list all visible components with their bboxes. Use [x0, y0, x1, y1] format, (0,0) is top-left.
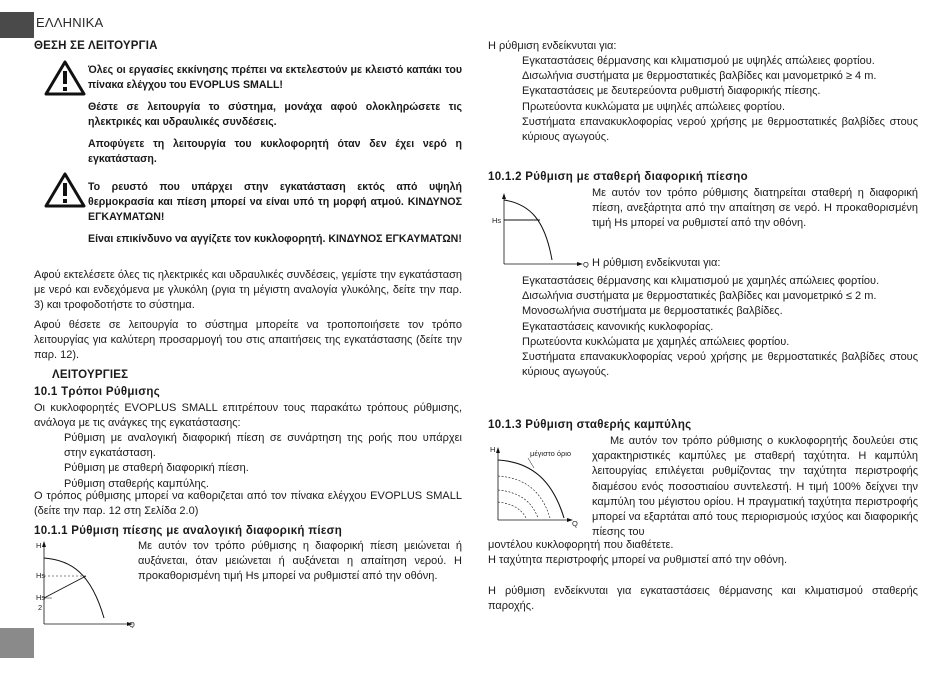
modes-list [64, 431, 462, 492]
warning-icon [44, 60, 86, 96]
list-item: Ρύθμιση σταθερής καμπύλης. [64, 477, 209, 490]
warning-text: Θέστε σε λειτουργία το σύστημα, μονάχα αφού ολοκληρώσετε τις ηλεκτρικές και υδραυλικές συνδέσεις. [88, 101, 462, 128]
graph-max-label: μέγιστο όριο [530, 449, 572, 458]
subsection-text: μοντέλου κυκλοφορητή που διαθέτετε. [488, 539, 674, 551]
subsection-text: Με αυτόν τον τρόπο ρύθμισης διατηρείται σταθερή η διαφορική πίεση, ανεξάρτητα από την απαίτηση σε νερό. Η προκαθορισμένη τιμή Hs μπορεί να ρυθμιστεί από την οθόνη. [592, 187, 918, 230]
graph-y-label: H [490, 445, 496, 454]
warning-block-2 [88, 180, 462, 254]
subsection-text: Η ρύθμιση ενδείκνυται για εγκαταστάσεις θέρμανσης και κλιματισμού σταθερής παροχής. [488, 585, 918, 613]
page-tab [0, 628, 34, 658]
list-item: Δισωλήνια συστήματα με θερμοστατικές βαλβίδες και μανομετρικό ≥ 4 m. [522, 70, 877, 83]
list-item: Μονοσωλήνια συστήματα με θερμοστατικές βαλβίδες. [522, 305, 783, 318]
language-tab [0, 12, 34, 38]
warning-text: Αποφύγετε τη λειτουργία του κυκλοφορητή όταν δεν έχει νερό η εγκατάσταση. [88, 138, 462, 165]
warning-text: Είναι επικίνδυνο να αγγίζετε τον κυκλοφορητή. ΚΙΝΔΥΝΟΣ ΕΓΚΑΥΜΑΤΩΝ! [88, 233, 462, 245]
subsection-text: Η ταχύτητα περιστροφής μπορεί να ρυθμιστεί από την οθόνη. [488, 554, 788, 566]
list-item: Εγκαταστάσεις θέρμανσης και κλιματισμού με υψηλές απώλειες φορτίου. [522, 55, 875, 67]
suitability-list [522, 54, 918, 145]
warning-text: Το ρευστό που υπάρχει στην εγκατάσταση εκτός από υψηλή θερμοκρασία και πίεση μπορεί να είναι υπό τη μορφή ατμού. ΚΙΝΔΥΝΟΣ ΕΓΚΑΥΜΑΤΩΝ! [88, 181, 462, 223]
modes-title: 10.1 Τρόποι Ρύθμισης [34, 386, 161, 398]
subsection-title: 10.1.3 Ρύθμιση σταθερής καμπύλης [488, 419, 692, 431]
warning-icon [44, 172, 86, 208]
graph-x-label: Q [572, 519, 578, 528]
section-title: ΘΕΣΗ ΣΕ ΛΕΙΤΟΥΡΓΙΑ [34, 40, 158, 52]
graph-fraction-label: 2 [38, 603, 43, 612]
suitability-intro: Η ρύθμιση ενδείκνυται για: [488, 40, 617, 52]
subsection-text: Με αυτόν τον τρόπο ρύθμισης η διαφορική πίεση μειώνεται ή αυξάνεται, όταν μειώνεται ή αυξάνεται η απαίτηση νερού. Η προκαθορισμένη τιμή Hs μπορεί να ρυθμιστεί από την οθόνη. [138, 540, 462, 583]
graph-hs-label: Hs [492, 216, 502, 225]
subsection-title: 10.1.1 Ρύθμιση πίεσης με αναλογική διαφορική πίεση [34, 525, 343, 537]
graph-hs-label: Hs [36, 593, 46, 602]
suitability-list [522, 274, 918, 380]
warning-text: Όλες οι εργασίες εκκίνησης πρέπει να εκτελεστούν με κλειστό καπάκι του πίνακα ελέγχου του EVOPLUS SMALL! [88, 64, 462, 91]
suitability-intro: Η ρύθμιση ενδείκνυται για: [592, 257, 721, 269]
graph-x-label: Q [583, 260, 589, 268]
warning-block-1 [88, 63, 462, 174]
list-item: Πρωτεύοντα κυκλώματα με υψηλές απώλειες φορτίου. [522, 100, 786, 113]
language-label: ΕΛΛΗΝΙΚΑ [36, 15, 104, 30]
modes-note: Ο τρόπος ρύθμισης μπορεί να καθοριζεται από τον πίνακα ελέγχου EVOPLUS SMALL (δείτε την παρ. 12 στη Σελίδα 2.0) [34, 490, 462, 518]
graph-hs-label: Hs [36, 571, 46, 580]
list-item: Εγκαταστάσεις θέρμανσης και κλιματισμού με χαμηλές απώλειες φορτίου. [522, 275, 880, 287]
constant-curve-graph [488, 440, 588, 528]
list-item: Συστήματα επανακυκλοφορίας νερού χρήσης με θερμοστατικές βαλβίδες στους κύριους αγωγούς. [522, 115, 918, 144]
list-item: Συστήματα επανακυκλοφορίας νερού χρήσης με θερμοστατικές βαλβίδες στους κύριους αγωγούς. [522, 351, 918, 379]
list-item: Πρωτεύοντα κυκλώματα με χαμηλές απώλειες φορτίου. [522, 335, 790, 348]
subsection-text: Με αυτόν τον τρόπο ρύθμισης ο κυκλοφορητής δουλεύει στις χαρακτηριστικές καμπύλες με σταθερή ταχύτητα. Η καμπύλη λειτουργίας επιλέγεται ρυθμίζοντας την ταχύτητα περιστροφής διαμέσου ενός ποσοστιαίου συντελεστή. Η τιμή 100% δείχνει την καμπύλη του μέγιστου ορίου. Η πραγματική ταχύτητα περιστροφής μπορεί να εξαρτάται από τους περιορισμούς ισχύος και διαφορικής πίεσης του [592, 435, 918, 539]
list-item: Δισωλήνια συστήματα με θερμοστατικές βαλβίδες και μανομετρικό ≤ 2 m. [522, 290, 877, 303]
functions-title: ΛΕΙΤΟΥΡΓΙΕΣ [52, 369, 129, 381]
list-item: Ρύθμιση με αναλογική διαφορική πίεση σε συνάρτηση της ροής που υπάρχει στην εγκατάσταση. [64, 432, 462, 460]
subsection-title: 10.1.2 Ρύθμιση με σταθερή διαφορική πίεσηο [488, 171, 748, 183]
intro-paragraph: Αφού εκτελέσετε όλες τις ηλεκτρικές και υδραυλικές συνδέσεις, γεμίστε την εγκατάσταση με νερό και ενδεχόμενα με γλυκόλη (ργια τη μέγιστη αναλογία γλυκόλης, δείτε την παρ. 3) και τροφοδοτήστε το σύστημα. [34, 269, 462, 312]
graph-x-label: Q [129, 620, 135, 628]
list-item: Εγκαταστάσεις κανονικής κυκλοφορίας. [522, 320, 714, 333]
constant-pressure-graph [490, 190, 590, 268]
list-item: Ρύθμιση με σταθερή διαφορική πίεση. [64, 462, 249, 475]
graph-y-label: H [36, 541, 42, 550]
proportional-pressure-graph [36, 538, 136, 628]
list-item: Εγκαταστάσεις με δευτερεύοντα ρυθμιστή διαφορικής πίεσης. [522, 85, 821, 98]
modes-intro: Οι κυκλοφορητές EVOPLUS SMALL επιτρέπουν τους παρακάτω τρόπους ρύθμισης, ανάλογα με τις ανάγκες της εγκατάστασης: [34, 402, 462, 430]
intro-paragraph: Αφού θέσετε σε λειτουργία το σύστημα μπορείτε να τροποποιήσετε τον τρόπο λειτουργίας για καλύτερη προσαρμογή του στις απαιτήσεις της εγκατάστασης (δείτε την παρ. 12). [34, 319, 462, 362]
